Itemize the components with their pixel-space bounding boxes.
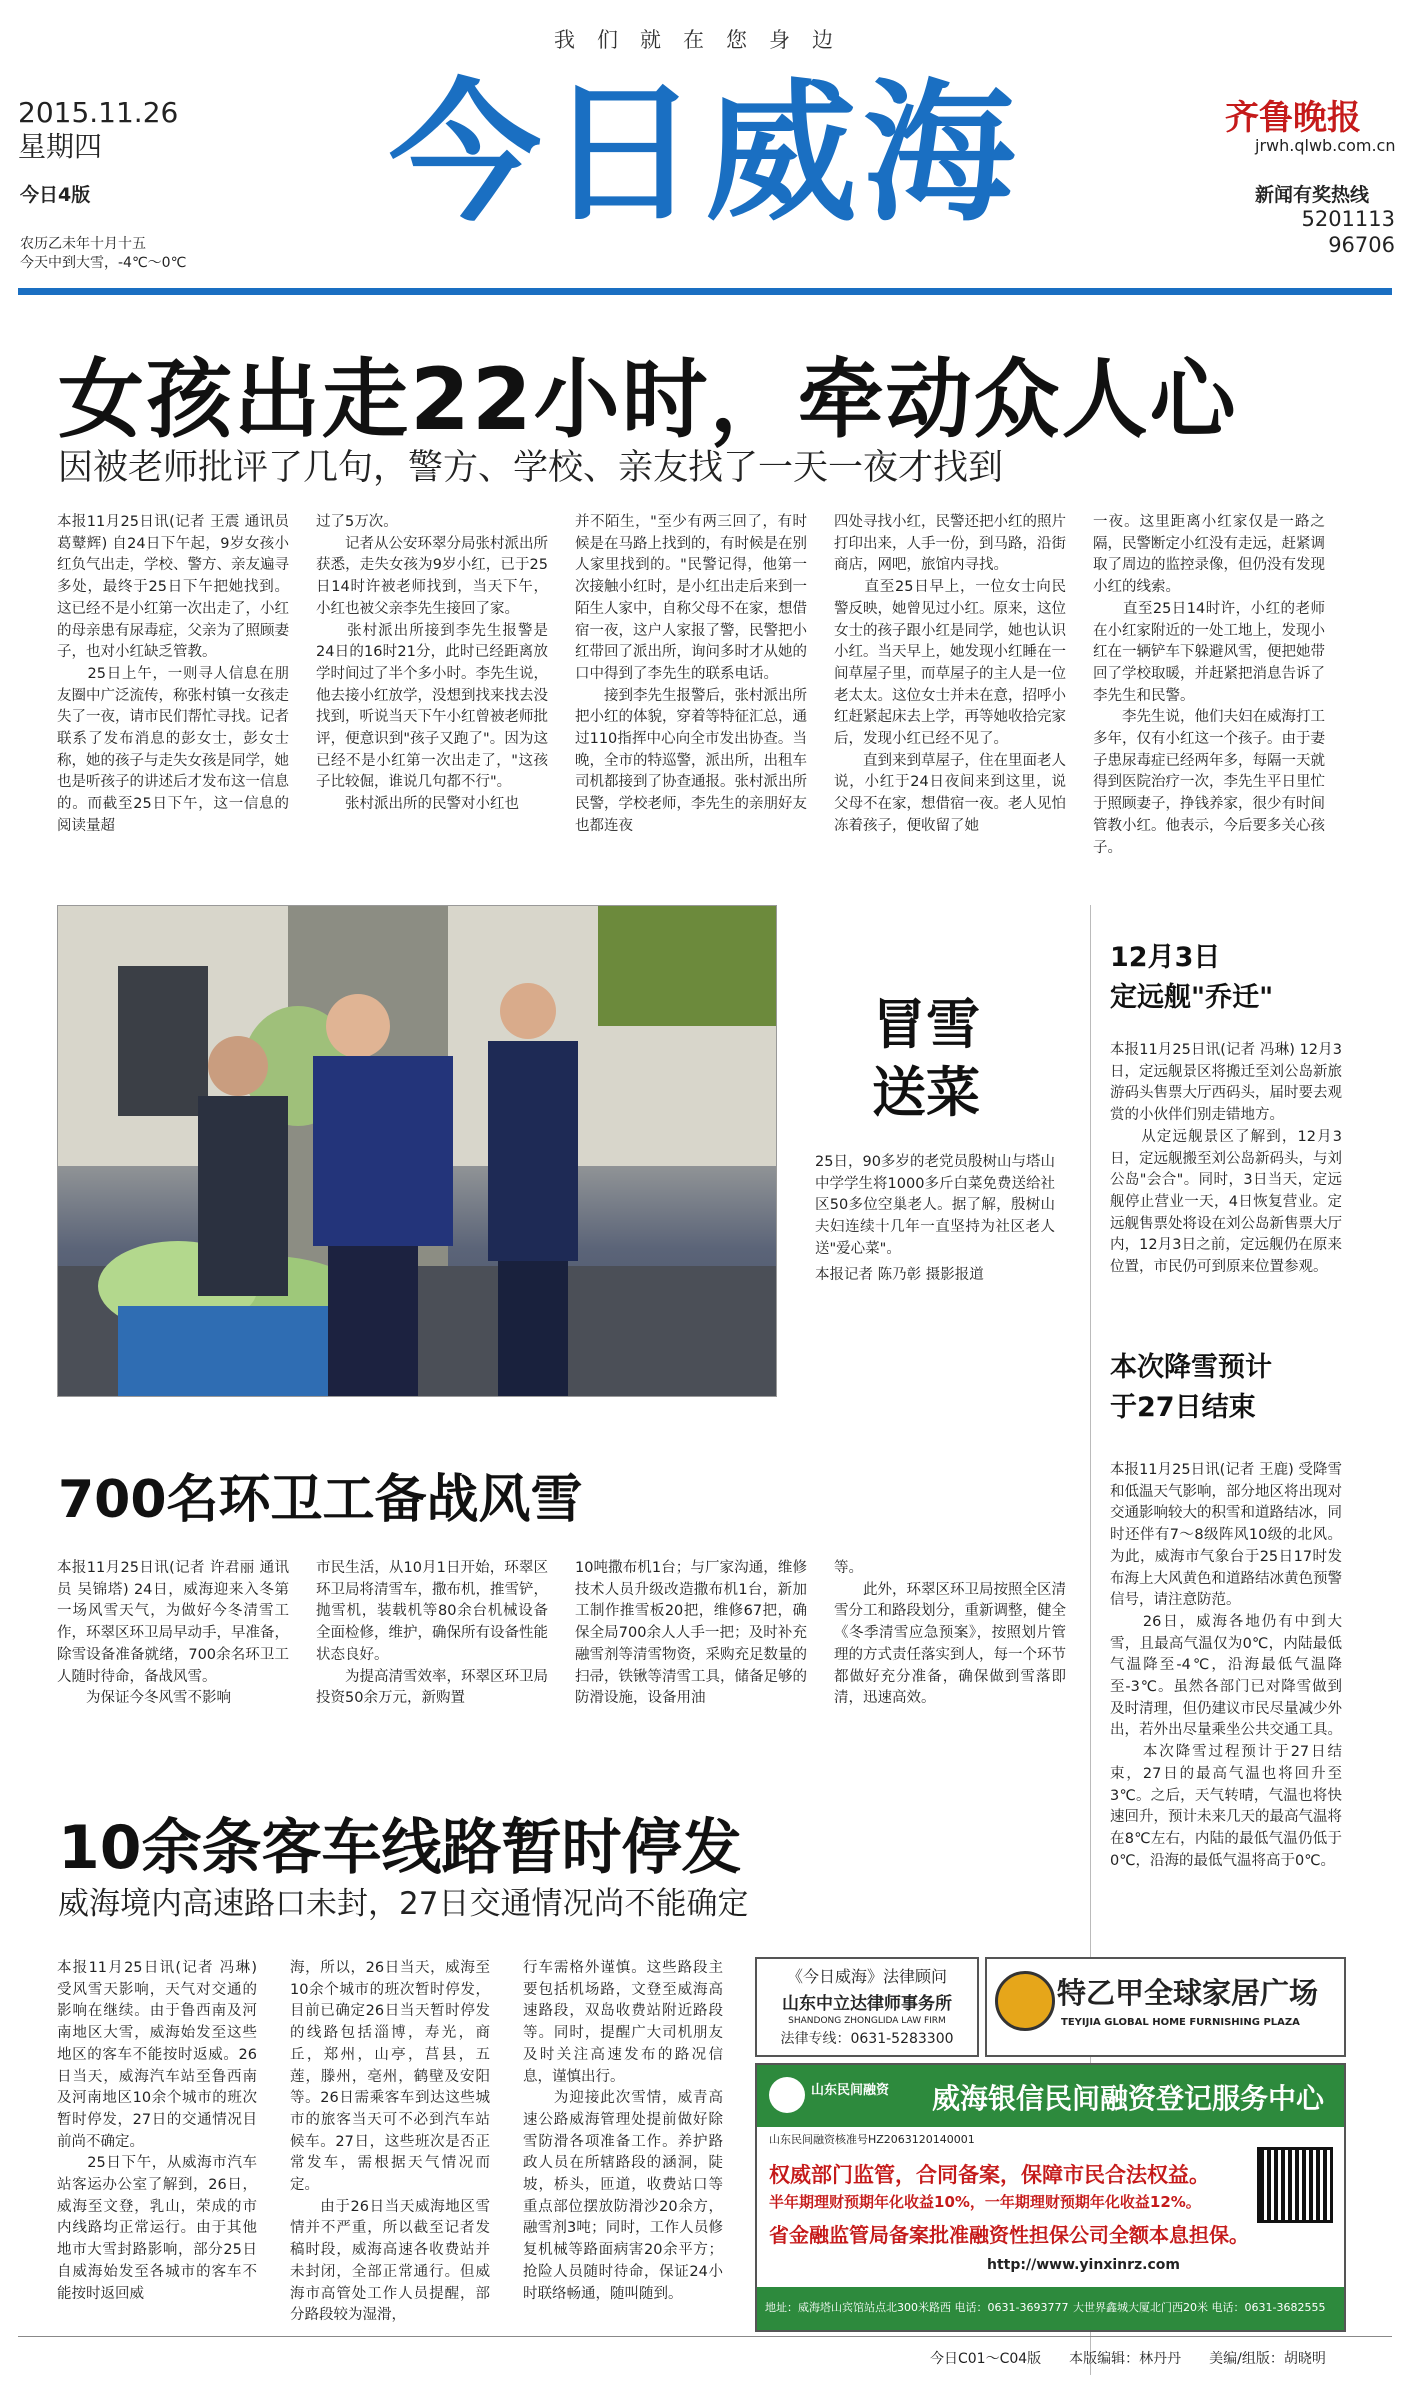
photo-title-line-2: 送菜 <box>872 1060 980 1124</box>
lead-column-1: 本报11月25日讯(记者 王震 通讯员 葛鼙辉) 自24日下午起，9岁女孩小红负气出走，学校、警方、亲友遍寻多处，最终于25日下午把她找到。这已经不是小红第一次出走了，小红的母亲患有尿毒症，父亲为了照顾妻子，也对小红缺乏管教。 25日上午，一则寻人信息在朋友圈中广泛流传，称张村镇一女孩走失了一夜，请市民们帮忙寻找。记者联系了发布消息的彭女士，彭女士称，她的孩子与走失女孩是同学，她也是听孩子的讲述后才发布这一信息的。而截至25日下午，这一信息的阅读量超 <box>57 514 289 834</box>
story2-column-2: 市民生活，从10月1日开始，环翠区环卫局将清雪车，撒布机，推雪铲，抛雪机，装载机等80余台机械设备全面检修，维护，确保所有设备性能状态良好。 为提高清雪效率，环翠区环卫局投资50余万元，新购置 <box>316 1560 548 1707</box>
law-ad-phone: 法律专线：0631-5283300 <box>780 2031 954 2047</box>
page-footer: 今日C01～C04版 本版编辑：林丹丹 美编/组版：胡晓明 <box>930 2351 1326 2367</box>
story3-headline: 10余条客车线路暂时停发 <box>58 1813 742 1883</box>
photo-credit: 本报记者 陈乃彰 摄影报道 <box>815 1266 984 1283</box>
finance-address-1: 地址：威海塔山宾馆站点北300米路西 电话：0631-3693777 <box>765 2301 1069 2314</box>
photo-story-title <box>872 990 980 1126</box>
lead-column-3: 并不陌生，"至少有两三回了，有时候是在马路上找到的，有时候是在别人家里找到的。"民警记得，他第一次接触小红时，是小红出走后来到一陌生人家中，自称父母不在家，想借宿一夜，这户人家报了警，民警把小红带回了派出所，询问多时才从她的口中得到了李先生的联系电话。 接到李先生报警后，张村派出所把小红的体貌，穿着等特征汇总，通过110指挥中心向全市发出协查。当晚，全市的特巡警，派出所，出租车司机都接到了协查通报。张村派出所民警，学校老师，李先生的亲朋好友也都连夜 <box>575 514 807 834</box>
weekday-text: 星期四 <box>18 130 103 163</box>
finance-url[interactable]: http://www.yinxinrz.com <box>987 2257 1180 2273</box>
story3-column-1: 本报11月25日讯(记者 冯琳) 受风雪天影响，天气对交通的影响在继续。由于鲁西南及河南地区大雪，威海始发至这些地区的客车不能按时返威。26日当天，威海汽车站至鲁西南及河南地区10余个城市的班次暂时停发，27日的交通情况目前尚不确定。 25日下午，从威海市汽车站客运办公室了解到，26日，威海至文登，乳山，荣成的市内线路均正常运行。由于其他地市大雪封路影响，部分25日自威海始发至各城市的客车不能按时返回威 <box>57 1960 257 2302</box>
header-divider <box>18 288 1392 295</box>
law-ad-firm: 山东中立达律师事务所 <box>782 1994 952 2014</box>
hotline-number-2: 96706 <box>1328 233 1395 257</box>
finance-line-3: 省金融监管局备案批准融资性担保公司全额本息担保。 <box>769 2223 1249 2247</box>
furniture-ad-en: TEYIJIA GLOBAL HOME FURNISHING PLAZA <box>1061 2017 1300 2028</box>
side1-body: 本报11月25日讯(记者 冯琳) 12月3日，定远舰景区将搬迁至刘公岛新旅游码头售票大厅西码头，届时要去观赏的小伙伴们别走错地方。 从定远舰景区了解到，12月3日，定远舰搬至刘公岛新码头，与刘公岛"会合"。同时，3日当天，定远舰停止营业一天，4日恢复营业。定远舰售票处将设在刘公岛新售票大厅内，12月3日之前，定远舰仍在原来位置，市民仍可到原来位置参观。 <box>1110 1042 1342 1276</box>
finance-logo-icon <box>769 2077 805 2113</box>
side2-body: 本报11月25日讯(记者 王鹿) 受降雪和低温天气影响，部分地区将出现对交通影响较大的积雪和道路结冰，同时还伴有7～8级阵风10级的北风。为此，威海市气象台于25日17时发布海上大风黄色和道路结冰黄色预警信号，请注意防范。 26日，威海各地仍有中到大雪，且最高气温仅为0℃，内陆最低气温降至-4℃，沿海最低气温降至-3℃。虽然各部门已对降雪做到及时清理，但仍建议市民尽量减少外出，若外出尽量乘坐公共交通工具。 本次降雪过程预计于27日结束，27日的最高气温也将回升至3℃。之后，天气转晴，气温也将快速回升，预计未来几天的最高气温将在8℃左右，内陆的最低气温仍低于0℃，沿海的最低气温将高于0℃。 <box>1110 1462 1342 1869</box>
header-slogan: 我们就在您身边 <box>554 28 855 52</box>
hotline-numbers <box>1255 206 1395 258</box>
lead-headline: 女孩出走22小时，牵动众人心 <box>58 350 1238 450</box>
photo-caption-text: 25日，90多岁的老党员殷树山与塔山中学学生将1000多斤白菜免费送给社区50多位空巢老人。据了解，殷树山夫妇连续十几年一直坚持为社区老人送"爱心菜"。 <box>815 1154 1055 1257</box>
lead-column-5: 一夜。这里距离小红家仅是一路之隔，民警断定小红没有走远，赶紧调取了周边的监控录像，但仍没有发现小红的线索。 直至25日14时许，小红的老师在小红家附近的一处工地上，发现小红在一辆铲车下躲避风雪，便把她带回了学校取暖，并赶紧把消息告诉了李先生和民警。 李先生说，他们夫妇在威海打工多年，仅有小红这一个孩子。由于妻子患尿毒症已经两年多，每隔一天就得到医院治疗一次，李先生平日里忙于照顾妻子，挣钱养家，很少有时间管教小红。他表示，今后要多关心孩子。 <box>1093 514 1325 856</box>
law-firm-ad[interactable] <box>755 1957 979 2057</box>
hotline-number-1: 5201113 <box>1301 207 1395 231</box>
hotline-label: 新闻有奖热线 <box>1255 184 1370 206</box>
furniture-plaza-ad[interactable] <box>985 1957 1346 2057</box>
masthead-title: 今日威海 <box>389 63 1021 242</box>
finance-brand: 山东民间融资 <box>811 2083 890 2098</box>
finance-line-1: 权威部门监管，合同备案，保障市民合法权益。 <box>769 2163 1210 2187</box>
story2-column-1: 本报11月25日讯(记者 许君丽 通讯员 吴锦塔) 24日，威海迎来入冬第一场风雪天气，为做好今冬清雪工作，环翠区环卫局早动手，早准备，除雪设备准备就绪，700余名环卫工人随时待命，备战风雪。 为保证今冬风雪不影响 <box>57 1560 289 1707</box>
weather-text: 今天中到大雪，-4℃～0℃ <box>20 255 187 271</box>
story3-column-2: 海，所以，26日当天，威海至10余个城市的班次暂时停发，目前已确定26日当天暂时停发的线路包括淄博，寿光，商丘，郑州，山亭，莒县，五莲，滕州，亳州，鹤壁及安阳等。26日需乘客车到达这些城市的旅客当天可不必到汽车站候车。27日，这些班次是否正常发车，需根据天气情况而定。 由于26日当天威海地区雪情并不严重，所以截至记者发稿时段，威海高速各收费站并未封闭，全部正常通行。但威海市高管处工作人员提醒，部分路段较为湿滑， <box>290 1960 490 2324</box>
story2-headline: 700名环卫工备战风雪 <box>58 1470 583 1530</box>
website-link[interactable]: jrwh.qlwb.com.cn <box>1255 136 1396 155</box>
story3-subhead: 威海境内高速路口未封，27日交通情况尚不能确定 <box>58 1886 749 1922</box>
side2-title <box>1110 1348 1272 1428</box>
lunar-weather <box>20 235 186 273</box>
news-photo <box>57 905 777 1397</box>
law-ad-title: 《今日威海》法律顾问 <box>786 1967 947 1986</box>
finance-ad-title: 威海银信民间融资登记服务中心 <box>932 2082 1325 2115</box>
qr-code-icon <box>1257 2147 1333 2223</box>
side2-title-line-1: 本次降雪预计 <box>1110 1352 1272 1383</box>
side2-title-line-2: 于27日结束 <box>1110 1392 1256 1423</box>
story2-column-3: 10吨撒布机1台；与厂家沟通，维修技术人员升级改造撒布机1台，新加工制作推雪板20把，维修67把，确保全局700余人人手一把；及时补充融雪剂等清雪物资，采购充足数量的扫帚，铁锹等清雪工具，储备足够的防滑设施，设备用油 <box>575 1560 807 1707</box>
lead-subhead: 因被老师批评了几句，警方、学校、亲友找了一天一夜才找到 <box>58 448 1004 488</box>
photo-illustration <box>58 906 776 1396</box>
date-text: 2015.11.26 <box>18 96 179 129</box>
lead-column-4: 四处寻找小红，民警还把小红的照片打印出来，人手一份，到马路，沿街商店，网吧，旅馆内寻找。 直至25日早上，一位女士向民警反映，她曾见过小红。原来，这位女士的孩子跟小红是同学，她也认识小红。当天早上，她发现小红睡在一间草屋子里，而草屋子的主人是一位老太太。这位女士并未在意，招呼小红赶紧起床去上学，再等她收拾完家后，发现小红已经不见了。 直到来到草屋子，住在里面老人说，小红于24日夜间来到这里，说父母不在家，想借宿一夜。老人见怕冻着孩子，便收留了她 <box>834 514 1066 834</box>
lunar-date: 农历乙未年十月十五 <box>20 236 146 252</box>
finance-address-2: 大世界鑫城大厦北门西20米 电话：0631-3682555 <box>1073 2301 1326 2314</box>
side1-title <box>1110 938 1273 1018</box>
furniture-ad-title: 特乙甲全球家居广场 <box>1057 1976 1319 2010</box>
side1-title-line-1: 12月3日 <box>1110 942 1221 973</box>
finance-center-ad[interactable] <box>755 2063 1346 2332</box>
side1-title-line-2: 定远舰"乔迁" <box>1110 982 1274 1013</box>
edition-label: 今日4版 <box>20 184 91 206</box>
law-ad-en: SHANDONG ZHONGLIDA LAW FIRM <box>788 2016 946 2026</box>
story2-column-4: 等。 此外，环翠区环卫局按照全区清雪分工和路段划分，重新调整，健全《冬季清雪应急预案》，按照划片管理的方式责任落实到人，每一个环节都做好充分准备，确保做到雪落即清，迅速高效。 <box>834 1560 1066 1707</box>
photo-caption <box>815 1152 1055 1286</box>
lead-column-2: 过了5万次。 记者从公安环翠分局张村派出所获悉，走失女孩为9岁小红，已于25日14时许被老师找到，当天下午，小红也被父亲李先生接回了家。 张村派出所接到李先生报警是24日的16时21分，此时已经距离放学时间过了半个多小时。李先生说，他去接小红放学，没想到找来找去没找到，听说当天下午小红曾被老师批评，便意识到"孩子又跑了"。因为这已经不是小红第一次出走了，"这孩子比较倔，谁说几句都不行"。 张村派出所的民警对小红也 <box>316 514 548 813</box>
story3-column-3: 行车需格外谨慎。这些路段主要包括机场路，文登至威海高速路段，双岛收费站附近路段等。同时，提醒广大司机朋友及时关注高速发布的路况信息，谨慎出行。 为迎接此次雪情，威青高速公路威海管理处提前做好除雪防滑各项准备工作。养护路政人员在所辖路段的涵洞，陡坡，桥头，匝道，收费站口等重点部位摆放防滑沙20余方，融雪剂3吨；同时，工作人员修复机械等路面病害20余平方；抢险人员随时待命，保证24小时联络畅通，随叫随到。 <box>523 1960 723 2302</box>
furniture-logo-icon <box>995 1971 1055 2031</box>
footer-divider <box>18 2336 1392 2337</box>
brand-logo: 齐鲁晚报 <box>1225 98 1361 138</box>
issue-date <box>18 96 178 164</box>
finance-line-2: 半年期理财预期年化收益10%，一年期理财预期年化收益12%。 <box>769 2193 1201 2211</box>
finance-license: 山东民间融资核准号HZ2063120140001 <box>769 2133 975 2146</box>
photo-title-line-1: 冒雪 <box>872 992 980 1056</box>
